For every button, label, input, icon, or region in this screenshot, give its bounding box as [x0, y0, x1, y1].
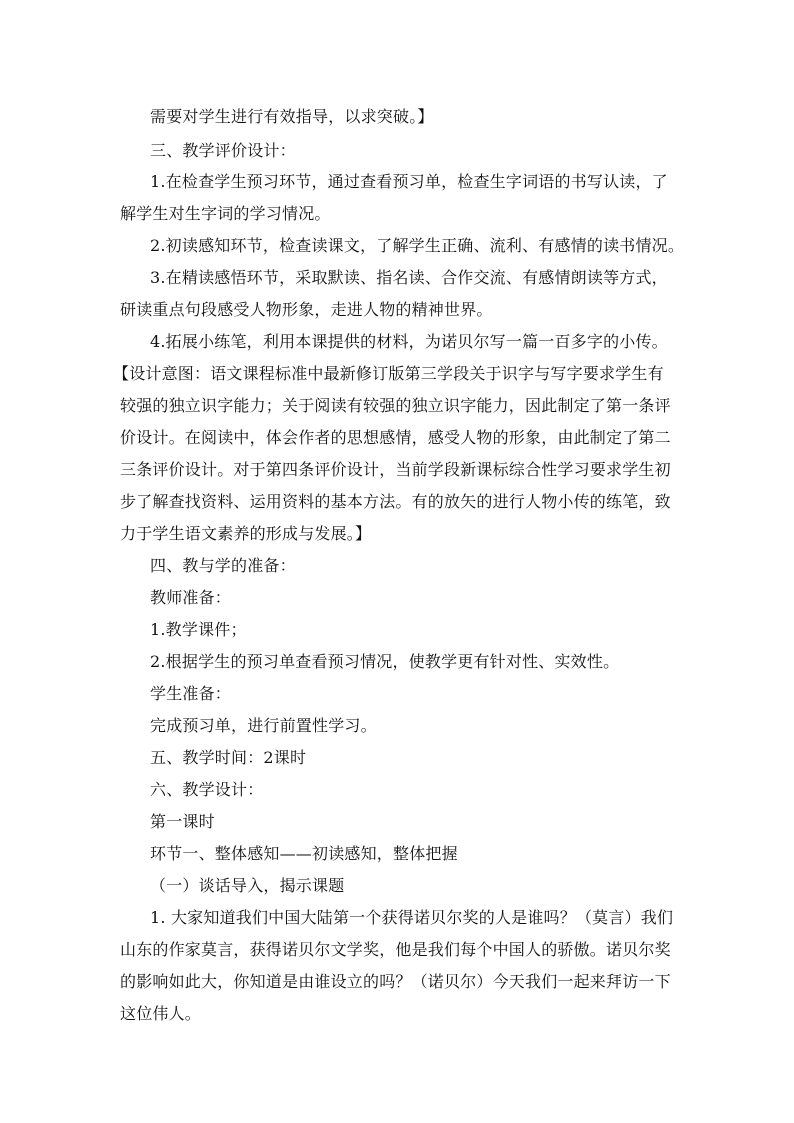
- paragraph-line: 2.初读感知环节，检查读课文，了解学生正确、流利、有感情的读书情况。: [150, 236, 685, 255]
- section-heading-time: 五、教学时间：2课时: [150, 748, 307, 767]
- paragraph-line: 4.拓展小练笔，利用本课提供的材料，为诺贝尔写一篇一百多字的小传。: [150, 332, 668, 351]
- design-intent-line: 较强的独立识字能力；关于阅读有较强的独立识字能力，因此制定了第一条评: [120, 396, 671, 415]
- paragraph-line: 1.在检查学生预习环节，通过查看预习单，检查生字词语的书写认读，了: [150, 172, 668, 191]
- lesson-title: 第一课时: [150, 812, 215, 831]
- paragraph-line: 完成预习单，进行前置性学习。: [150, 716, 377, 735]
- paragraph-line: 3.在精读感悟环节，采取默读、指名读、合作交流、有感情朗读等方式，: [150, 268, 668, 287]
- design-intent-line: 【设计意图：语文课程标准中最新修订版第三学段关于识字与写字要求学生有: [113, 364, 664, 383]
- section-heading-evaluation: 三、教学评价设计：: [150, 141, 296, 160]
- paragraph-line: 研读重点句段感受人物形象，走进人物的精神世界。: [120, 300, 493, 319]
- paragraph-line: 1. 大家知道我们中国大陆第一个获得诺贝尔奖的人是谁吗？（莫言）我们: [150, 908, 674, 927]
- list-item: 2.根据学生的预习单查看预习情况，使教学更有针对性、实效性。: [150, 652, 620, 671]
- paragraph-line: 解学生对生字词的学习情况。: [120, 204, 331, 223]
- subheading-student-prep: 学生准备：: [150, 684, 232, 703]
- paragraph-line: 这位伟人。: [120, 1004, 202, 1023]
- subheading-teacher-prep: 教师准备：: [150, 588, 232, 607]
- paragraph-line: 需要对学生进行有效指导，以求突破。】: [150, 107, 434, 126]
- design-intent-line: 力于学生语文素养的形成与发展。】: [120, 524, 372, 543]
- design-intent-line: 价设计。在阅读中，体会作者的思想感情，感受人物的形象，由此制定了第二: [120, 428, 671, 447]
- section-heading-design: 六、教学设计：: [150, 780, 264, 799]
- sub-step-heading: （一）谈话导入，揭示课题: [150, 876, 345, 895]
- section-heading-preparation: 四、教与学的准备：: [150, 556, 296, 575]
- design-intent-line: 三条评价设计。对于第四条评价设计，当前学段新课标综合性学习要求学生初: [120, 460, 671, 479]
- step-heading: 环节一、整体感知——初读感知，整体把握: [150, 844, 458, 863]
- list-item: 1.教学课件；: [150, 620, 247, 639]
- paragraph-line: 山东的作家莫言，获得诺贝尔文学奖，他是我们每个中国人的骄傲。诺贝尔奖: [120, 940, 671, 959]
- paragraph-line: 的影响如此大，你知道是由谁设立的吗？（诺贝尔）今天我们一起来拜访一下: [120, 972, 671, 991]
- design-intent-line: 步了解查找资料、运用资料的基本方法。有的放矢的进行人物小传的练笔，致: [120, 492, 671, 511]
